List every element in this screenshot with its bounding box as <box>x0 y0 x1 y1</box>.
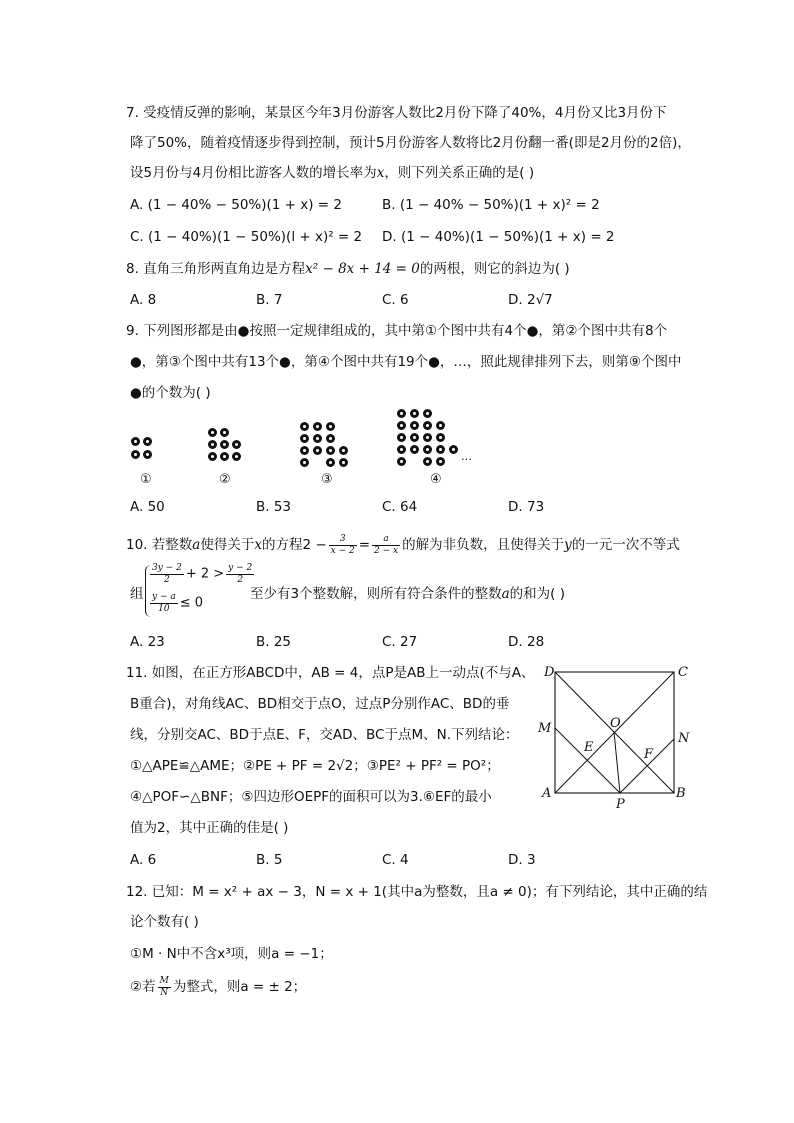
dot <box>326 458 335 467</box>
q9-figure-label-2: ② <box>219 472 231 487</box>
dot <box>313 422 322 431</box>
dot <box>326 422 335 431</box>
dot <box>423 457 432 466</box>
q11-option-d[interactable]: D. 3 <box>508 852 536 868</box>
q10-inequality-1 <box>148 563 256 586</box>
q10-ineq1-mid: + 2 > <box>185 566 225 582</box>
dot <box>220 452 229 461</box>
dot <box>436 433 445 442</box>
q11-option-c[interactable]: C. 4 <box>382 852 409 868</box>
q10-ineq1-num2: y − 2 <box>228 563 253 573</box>
q10-zu: 组 <box>130 586 144 602</box>
q9-option-c[interactable]: C. 64 <box>382 499 418 515</box>
q7-var-x: x <box>376 165 385 181</box>
dot <box>300 458 309 467</box>
dot <box>208 452 217 461</box>
label-d: D <box>544 665 555 680</box>
label-m: M <box>538 721 552 736</box>
dot <box>410 409 419 418</box>
q10-option-c[interactable]: C. 27 <box>382 634 418 650</box>
label-c: C <box>678 665 688 680</box>
q12-fraction-den: N <box>160 987 169 998</box>
label-p: P <box>616 797 625 810</box>
q10-ineq1-den1: 2 <box>164 575 170 585</box>
q11-line1: 11. 如图，在正方形ABCD中，AB = 4，点P是AB上一动点(不与A、 <box>126 665 535 681</box>
dot <box>397 409 406 418</box>
q9-option-b[interactable]: B. 53 <box>256 499 292 515</box>
label-a: A <box>542 786 552 801</box>
q7-line1: 7. 受疫情反弹的影响，某景区今年3月份游客人数比2月份下降了40%，4月份又比3月份下 <box>126 105 667 121</box>
q11-square-diagram <box>534 660 694 810</box>
dot <box>313 446 322 455</box>
q7-option-d[interactable]: D. (1 − 40%)(1 − 50%)(1 + x) = 2 <box>382 229 615 245</box>
q10-ineq1-den2: 2 <box>237 575 244 585</box>
q10-option-a[interactable]: A. 23 <box>130 634 165 650</box>
q11-line3: 线，分别交AC、BD于点E、F，交AD、BC于点M、N.下列结论： <box>130 727 519 743</box>
dot <box>300 422 309 431</box>
q9-option-a[interactable]: A. 50 <box>130 499 165 515</box>
dot <box>131 437 140 446</box>
q11-option-b[interactable]: B. 5 <box>256 852 283 868</box>
dot <box>339 458 348 467</box>
q8-option-c[interactable]: C. 6 <box>382 292 409 308</box>
q9-ellipsis: … <box>461 450 472 463</box>
dot <box>208 440 217 449</box>
q7-line2: 降了50%，随着疫情逐步得到控制，预计5月份游客人数将比2月份翻一番(即是2月份的2倍)， <box>130 135 691 151</box>
q10-line1d: 的解为非负数，且使得关于 <box>402 537 565 553</box>
label-f: F <box>644 747 654 762</box>
label-n: N <box>678 731 690 746</box>
q12-line3: ①M · N中不含x³项，则a = −1； <box>130 946 333 962</box>
q10-line1a: 10. 若整数 <box>126 537 193 553</box>
dot <box>397 421 406 430</box>
q10-ineq2-frac <box>150 592 178 615</box>
q12-fraction-num: M <box>159 975 169 986</box>
dot <box>423 445 432 454</box>
dot <box>232 440 241 449</box>
dot <box>313 434 322 443</box>
q10-equals: = <box>358 537 371 553</box>
q11-line2: B重合)，对角线AC、BD相交于点O，过点P分别作AC、BD的垂 <box>130 696 510 712</box>
dot <box>220 428 229 437</box>
q10-var-x: x <box>254 537 262 553</box>
dot <box>436 421 445 430</box>
q12-line4b: 为整式，则a = ± 2； <box>172 979 307 995</box>
q10-line1c: 的方程2 − <box>261 537 327 553</box>
q11-line5: ④△POF∽△BNF；⑤四边形OEPF的面积可以为3.⑥EF的最小 <box>130 789 492 805</box>
q11-line6: 值为2，其中正确的佳是( ) <box>130 820 289 836</box>
dot <box>397 457 406 466</box>
q10-option-b[interactable]: B. 25 <box>256 634 292 650</box>
q9-option-d[interactable]: D. 73 <box>508 499 545 515</box>
q10-inequality-2 <box>148 592 203 615</box>
dot <box>326 446 335 455</box>
dot <box>410 433 419 442</box>
q8-option-d[interactable]: D. 2√7 <box>508 292 553 308</box>
label-o: O <box>610 716 621 731</box>
q9-line2: ●，第③个图中共有13个●，第④个图中共有19个●，…，照此规律排列下去，则第⑨个图中 <box>130 354 682 370</box>
q10-fraction-2-num: a <box>372 534 400 546</box>
q10-line1 <box>126 533 680 557</box>
q8-option-b[interactable]: B. 7 <box>256 292 283 308</box>
q11-option-a[interactable]: A. 6 <box>130 852 157 868</box>
q10-var-a-2: a <box>501 586 510 602</box>
q11-line4: ①△APE≌△AME；②PE + PF = 2√2；③PE² + PF² = PO²； <box>130 758 500 774</box>
q7-option-a[interactable]: A. (1 − 40% − 50%)(1 + x) = 2 <box>130 197 342 213</box>
dot <box>436 457 445 466</box>
q9-figure-label-1: ① <box>140 472 152 487</box>
q7-line3a: 设5月份与4月份相比游客人数的增长率为 <box>130 165 377 181</box>
dot <box>300 446 309 455</box>
q10-line1b: 使得关于 <box>200 537 255 553</box>
q7-line3 <box>130 164 534 182</box>
q9-line3: ●的个数为( ) <box>130 385 211 401</box>
q10-option-d[interactable]: D. 28 <box>508 634 545 650</box>
segment-po <box>614 732 620 793</box>
q10-var-y: y <box>564 537 572 553</box>
q8-line1a: 8. 直角三角形两直角边是方程 <box>126 261 306 277</box>
q8-line1 <box>126 260 570 278</box>
q12-line1: 12. 已知：M = x² + ax − 3，N = x + 1(其中a为整数，且a ≠ 0)；有下列结论，其中正确的结 <box>126 884 708 900</box>
q10-fraction-1-den: x − 2 <box>330 545 355 556</box>
dot <box>410 421 419 430</box>
dot <box>300 434 309 443</box>
q9-figure-label-3: ③ <box>321 472 333 487</box>
q10-var-a: a <box>192 537 201 553</box>
q10-ineq2-tail: ≤ 0 <box>179 595 204 611</box>
label-e: E <box>584 740 594 755</box>
dot <box>423 421 432 430</box>
q10-fraction-1-num: 3 <box>329 534 357 546</box>
q10-line1e: 的一元一次不等式 <box>571 537 680 553</box>
dot <box>397 445 406 454</box>
q7-option-c[interactable]: C. (1 − 40%)(1 − 50%)(l + x)² = 2 <box>130 229 363 245</box>
dot <box>397 433 406 442</box>
q9-figure-label-4: ④ <box>430 472 442 487</box>
q12-line4 <box>130 975 306 999</box>
q7-line3b: ，则下列关系正确的是( ) <box>384 165 535 181</box>
q10-ineq2-num: y − a <box>152 592 176 602</box>
q8-equation: x² − 8x + 14 = 0 <box>305 261 420 277</box>
dot <box>410 445 419 454</box>
q9-line1: 9. 下列图形都是由●按照一定规律组成的，其中第①个图中共有4个●，第②个图中共有8个 <box>126 323 668 339</box>
dot <box>423 433 432 442</box>
q12-line4a: ②若 <box>130 979 156 995</box>
q10-line2b: 的和为( ) <box>509 586 565 602</box>
q12-fraction <box>158 976 171 999</box>
q10-fraction-2 <box>372 534 400 557</box>
q10-ineq1-num1: 3y − 2 <box>152 563 182 573</box>
dot <box>449 445 458 454</box>
q10-fraction-1 <box>329 534 357 557</box>
q10-ineq2-den: 10 <box>158 604 170 614</box>
dot <box>143 437 152 446</box>
q10-line2 <box>250 585 565 603</box>
q10-line2a: 至少有3个整数解，则所有符合条件的整数 <box>250 586 502 602</box>
dot <box>339 446 348 455</box>
q7-option-b[interactable]: B. (1 − 40% − 50%)(1 + x)² = 2 <box>382 197 600 213</box>
dot <box>143 450 152 459</box>
q10-ineq1-frac1 <box>150 563 184 586</box>
dot <box>326 434 335 443</box>
q10-fraction-2-den: 2 − x <box>374 545 399 556</box>
dot <box>423 409 432 418</box>
q8-line1b: 的两根，则它的斜边为( ) <box>419 261 570 277</box>
dot <box>220 440 229 449</box>
q10-ineq1-frac2 <box>226 563 254 586</box>
dot <box>232 452 241 461</box>
q8-option-a[interactable]: A. 8 <box>130 292 157 308</box>
dot <box>131 450 140 459</box>
q12-line2: 论个数有( ) <box>130 914 199 930</box>
label-b: B <box>676 786 686 801</box>
dot <box>436 445 445 454</box>
dot <box>208 428 217 437</box>
